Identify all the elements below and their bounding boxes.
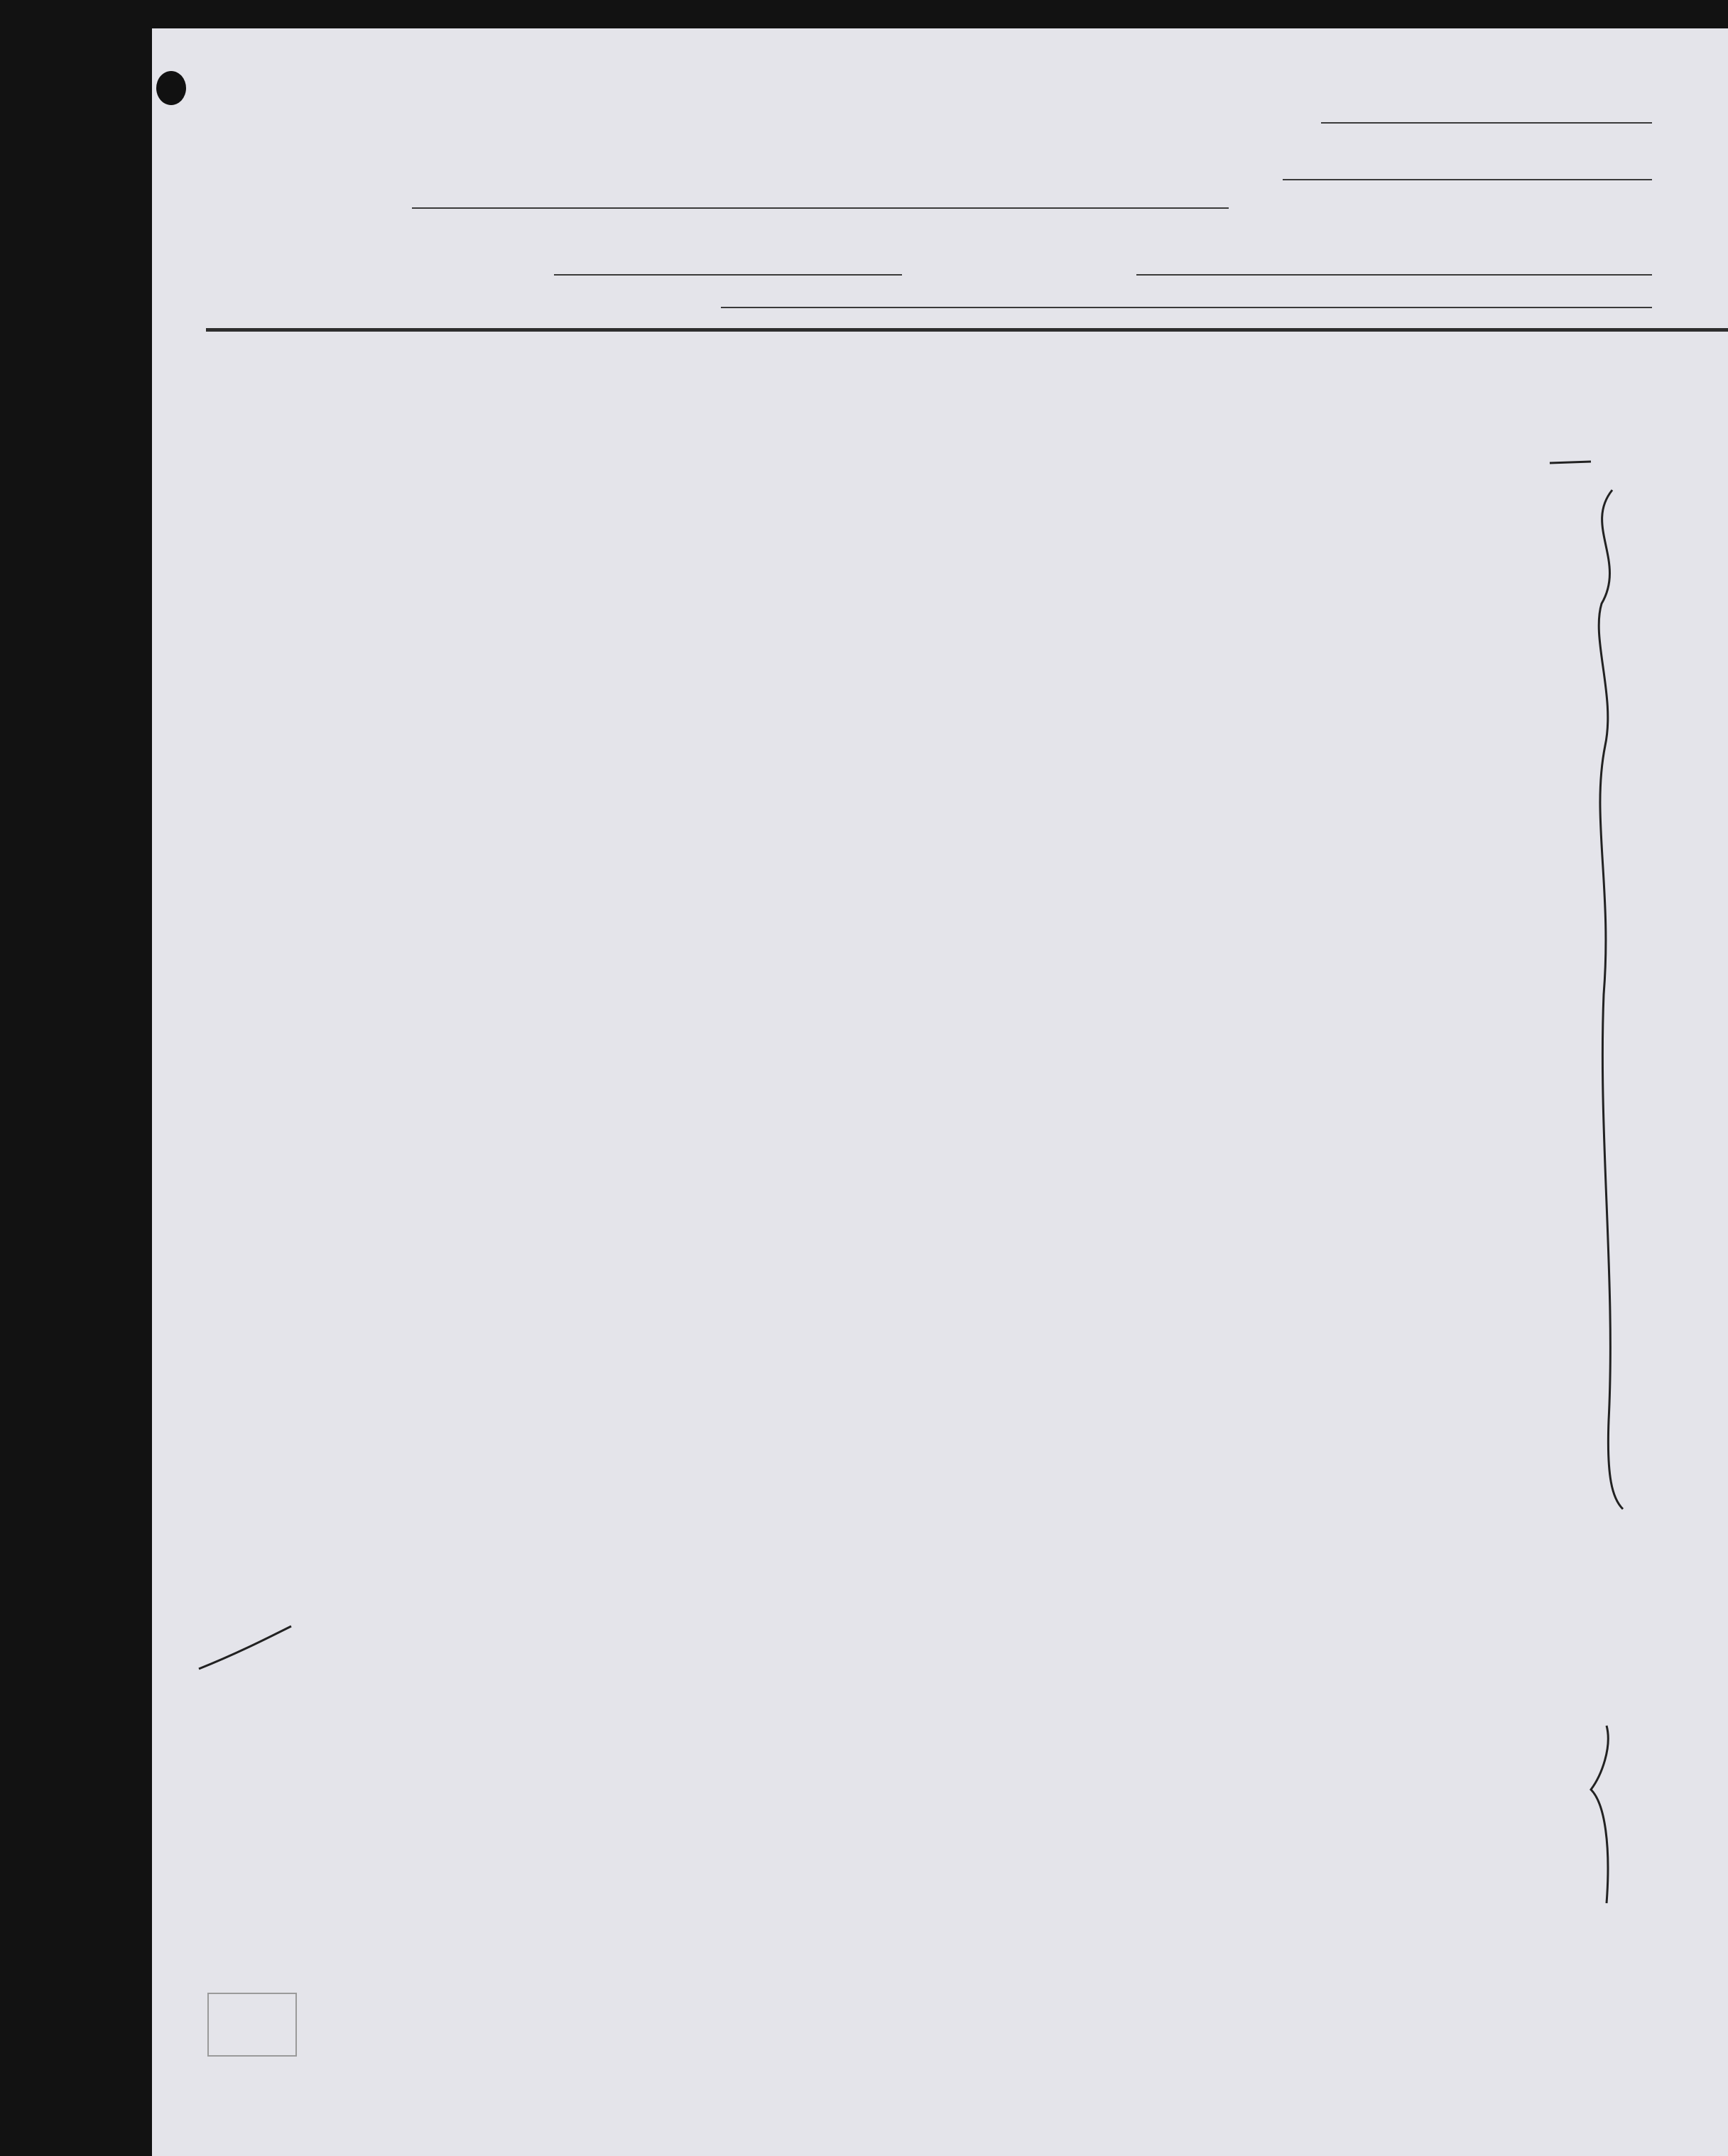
- total-box: [207, 1993, 297, 2057]
